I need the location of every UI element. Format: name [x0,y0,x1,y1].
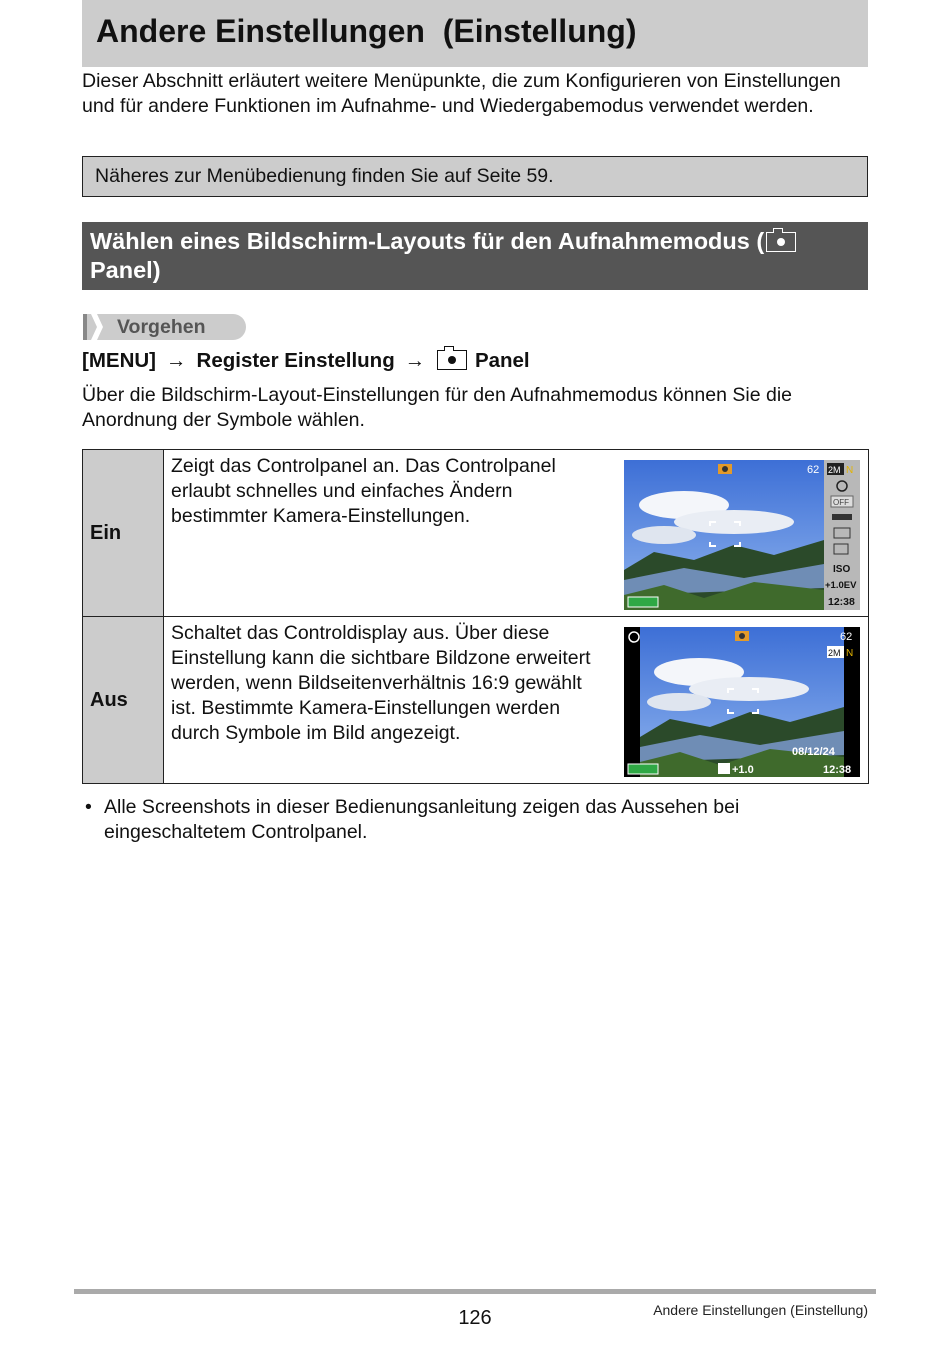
menu-path-step-register: Register Einstellung [196,349,395,372]
screen-ev: +1.0 [732,764,754,776]
battery-icon [628,764,658,774]
screen-date: 08/12/24 [792,746,835,758]
intro-paragraph: Dieser Abschnitt erläutert weitere Menüpunkte, die zum Konfigurieren von Einstellungen und für andere Funktionen im Aufnahme- und Wiedergabemodus verwendet werden. [82,70,841,117]
bullet-text: Alle Screenshots in dieser Bedienungsanleitung zeigen das Aussehen bei eingeschaltetem Controlpanel. [104,796,740,843]
menu-path-step-panel: Panel [474,349,530,372]
reference-note-box [82,156,868,197]
screen-count: 62 [840,631,853,643]
screen-iso: ISO [833,564,851,575]
page-title: Andere Einstellungen (Einstellung) [96,13,637,49]
camera-screen-panel-off [624,627,860,777]
option-cell-aus [164,617,869,784]
section-heading-part2: Panel) [90,257,161,283]
reference-note: Näheres zur Menübedienung finden Sie auf Seite 59. [95,165,554,187]
section-heading-bar [82,222,868,290]
screen-quality: N [846,648,854,659]
option-text-ein: Zeigt das Controlpanel an. Das Controlpanel erlaubt schnelles und einfaches Ändern bestimmter Kamera-Einstellungen. [171,455,556,527]
screen-time: 12:38 [823,764,852,776]
exposure-icon [718,763,730,774]
screen-off: OFF [833,498,849,507]
metering-icon [832,514,852,520]
screen-count: 62 [807,464,820,476]
screen-time: 12:38 [828,596,855,608]
menu-path [82,349,530,373]
screen-size: 2M [828,465,841,475]
camera-screen-panel-on [624,460,860,610]
screen-quality: N [846,465,854,476]
screen-size: 2M [828,648,841,658]
description-paragraph: Über die Bildschirm-Layout-Einstellungen für den Aufnahmemodus können Sie die Anordnung der Symbole wählen. [82,384,792,431]
option-label-aus: Aus [83,617,164,784]
option-label-ein: Ein [83,450,164,617]
menu-path-step-menu: [MENU] [82,349,157,372]
options-table [82,449,869,784]
option-cell-ein [164,450,869,617]
section-heading-part1: Wählen eines Bildschirm-Layouts für den Aufnahmemodus ( [90,228,765,254]
section-heading [90,227,860,285]
procedure-label: Vorgehen [117,316,206,338]
footer-divider [74,1289,876,1294]
table-row [83,450,869,617]
table-row [83,617,869,784]
option-text-aus: Schaltet das Controldisplay aus. Über diese Einstellung kann die sichtbare Bildzone erweitert werden, wenn Bildseitenverhältnis 16:9 gewählt ist. Bestimmte Kamera-Einstellungen werden durch Symbole im Bild angezeigt. [171,622,591,744]
camera-icon [437,350,467,370]
page-number: 126 [458,1307,492,1329]
title-bar [82,0,868,67]
camera-icon [766,232,796,252]
procedure-label-tab [83,314,246,340]
arrow-right-icon: → [166,349,187,372]
procedure-marker-icon [83,314,103,340]
battery-icon [628,597,658,607]
arrow-right-icon: → [404,349,426,372]
footer-section-title: Andere Einstellungen (Einstellung) [653,1302,868,1318]
screen-ev: +1.0EV [825,580,857,591]
bullet-symbol: • [85,796,92,818]
